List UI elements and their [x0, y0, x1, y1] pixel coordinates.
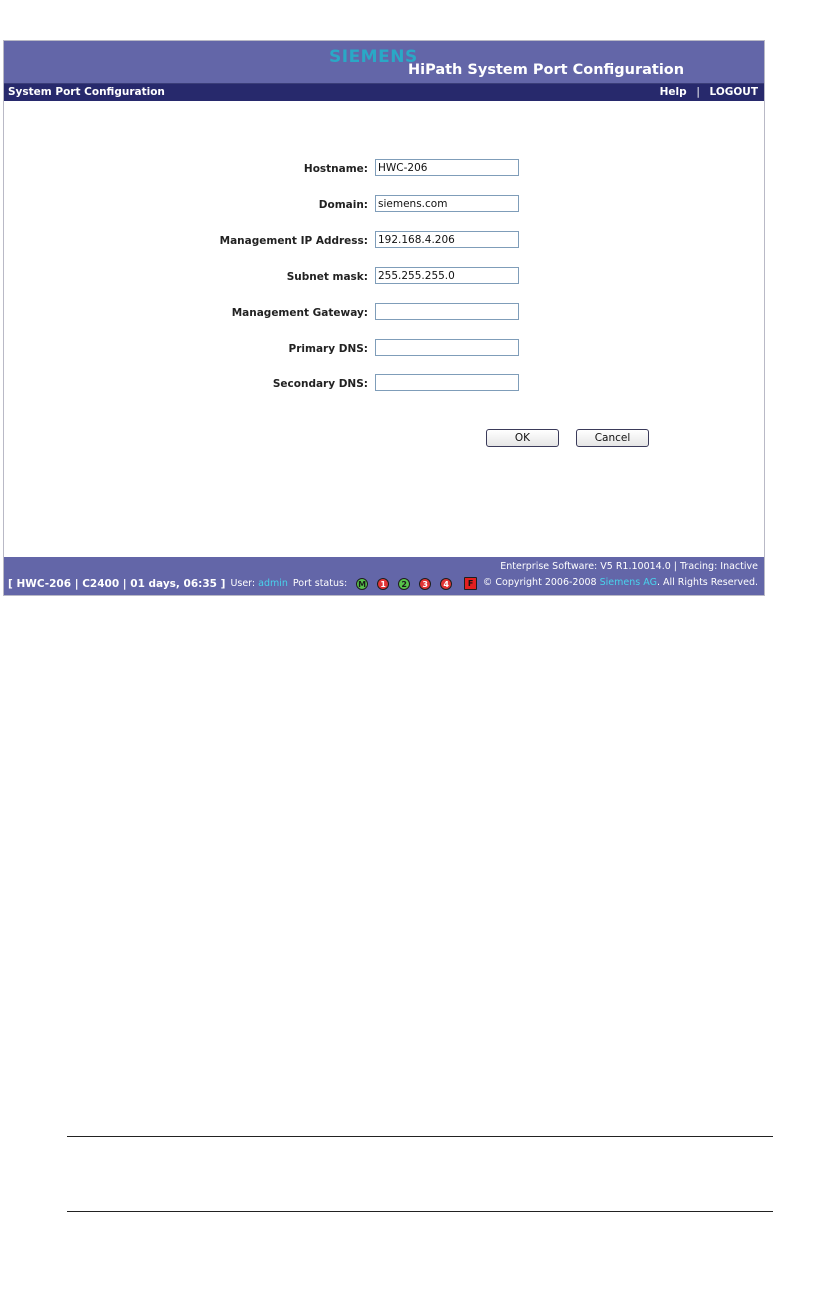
subnet-mask-input[interactable]: [375, 267, 519, 284]
copyright: [483, 577, 758, 588]
logout-link[interactable]: LOGOUT: [709, 86, 758, 98]
port-status-label: Port status:: [292, 578, 348, 589]
secondary-dns-input[interactable]: [375, 374, 519, 391]
management-gateway-input[interactable]: [375, 303, 519, 320]
app-title: HiPath System Port Configuration: [408, 62, 685, 78]
user-name-link[interactable]: admin: [258, 578, 288, 589]
system-info: [ HWC-206 | C2400 | 01 days, 06:35 ]: [8, 577, 226, 590]
ok-button[interactable]: OK: [486, 429, 559, 447]
fault-status-icon[interactable]: F: [464, 577, 477, 590]
page-rule-bottom: [67, 1211, 773, 1212]
management-gateway-label: Management Gateway:: [231, 307, 368, 319]
hostname-input[interactable]: [375, 159, 519, 176]
port-1-status-icon[interactable]: 1: [377, 578, 389, 590]
primary-dns-label: Primary DNS:: [288, 343, 368, 355]
user-label: User:: [230, 578, 256, 589]
port-m-status-icon[interactable]: M: [356, 578, 368, 590]
browser-window: [3, 40, 765, 596]
nav-links: [660, 86, 758, 98]
copyright-suffix: . All Rights Reserved.: [656, 577, 758, 588]
copyright-prefix: © Copyright 2006-2008: [482, 577, 597, 588]
header-banner: [4, 41, 764, 84]
system-status: [8, 577, 477, 590]
nav-bar: [4, 84, 764, 101]
help-link[interactable]: Help: [659, 86, 687, 98]
management-ip-input[interactable]: [375, 231, 519, 248]
page-rule-top: [67, 1136, 773, 1137]
secondary-dns-label: Secondary DNS:: [272, 378, 368, 390]
cancel-button[interactable]: Cancel: [576, 429, 649, 447]
status-footer: [4, 557, 764, 595]
nav-separator: |: [696, 86, 700, 98]
subnet-mask-label: Subnet mask:: [286, 271, 368, 283]
primary-dns-input[interactable]: [375, 339, 519, 356]
hostname-label: Hostname:: [303, 163, 368, 175]
port-2-status-icon[interactable]: 2: [398, 578, 410, 590]
domain-label: Domain:: [318, 199, 368, 211]
siemens-logo: SIEMENS: [329, 47, 418, 67]
port-4-status-icon[interactable]: 4: [440, 578, 452, 590]
port-3-status-icon[interactable]: 3: [419, 578, 431, 590]
software-info: Enterprise Software: V5 R1.10014.0 | Tracing: Inactive: [500, 561, 758, 572]
siemens-ag-link[interactable]: Siemens AG: [599, 577, 657, 588]
domain-input[interactable]: [375, 195, 519, 212]
management-ip-label: Management IP Address:: [219, 235, 368, 247]
section-title: System Port Configuration: [8, 86, 165, 98]
